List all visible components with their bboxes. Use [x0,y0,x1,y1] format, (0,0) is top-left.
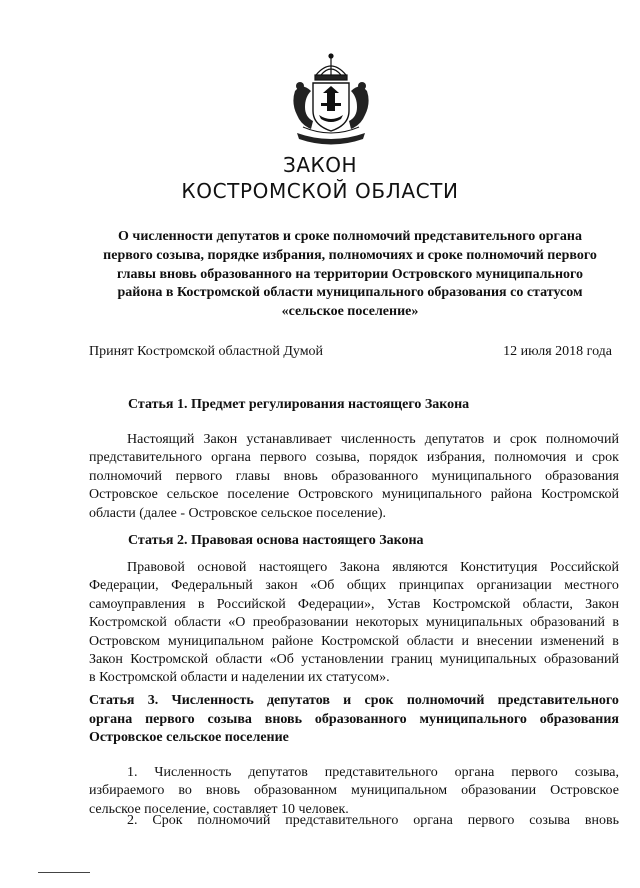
word: в [612,615,619,631]
word: самоуправления [89,596,186,612]
word: Костромской [89,615,167,631]
law-subject-line: первого созыва, порядке избрания, полномочиях и сроке полномочий первого [103,247,597,263]
word: области, [522,596,573,612]
word: главы [235,468,271,484]
word: образованного [331,468,419,484]
word: Островское [550,783,619,799]
word: сельское поселение, составляет 10 человек. [89,801,349,817]
word: и [461,633,469,649]
word: основой [197,560,247,575]
word: сельское [166,487,219,503]
word: Островское [89,487,158,503]
word: Федерации, [89,578,159,594]
word: образования [539,711,619,727]
word: Федерации», [297,596,375,612]
law-title-line1: ЗАКОН [283,153,357,177]
word: и [575,450,583,466]
word: срок [591,450,619,466]
word: и [493,432,501,447]
word: «Об [310,578,335,594]
word: Российской [549,560,619,575]
word: органа [454,765,495,780]
word: образованного [314,711,407,727]
word: органа [413,813,453,828]
word: 3. [147,693,159,708]
word: Статья [89,693,135,708]
word: образовании [461,783,537,799]
word: представительного [89,450,203,466]
word: первого [259,450,307,466]
word: полномочий [89,468,163,484]
text-line [89,505,619,523]
word: созыва, [315,450,360,466]
word: преобразовании [252,615,349,631]
word: образований [544,652,619,668]
word: порядок [368,450,418,466]
word: образованном [254,783,338,799]
word: 1. [127,765,138,780]
word: муниципальных [439,652,537,668]
word: в [197,596,205,612]
word: Федеральный [171,578,253,594]
word: представительного [324,765,438,780]
word: депутатов [266,693,330,708]
text-line [89,669,619,687]
word: избрания, [426,450,486,466]
word: в [612,633,619,649]
word: и [343,693,352,708]
word: Островском [89,633,161,649]
text-line [89,729,619,748]
text-line [89,614,619,632]
word: срок [509,432,537,447]
text-line [89,596,619,614]
article2-heading: Статья 2. Правовая основа настоящего Закона [128,533,424,548]
word: района [490,487,533,503]
adopted-date: 12 июля 2018 года [503,344,612,359]
word: являются [392,560,448,575]
word: «Об [269,652,294,668]
word: Островского [298,487,373,503]
word: Настоящий [127,432,195,447]
footnote-divider [38,872,90,873]
word: вновь [205,783,240,799]
word: численность [340,432,416,447]
word: изменений [540,633,605,649]
word: первого [467,813,515,828]
word: первого [175,468,223,484]
word: Костромской [541,487,619,503]
word: первого [145,711,195,727]
word: в Костромской области и наделении их статусом». [89,670,390,686]
word: муниципальных [425,615,523,631]
law-subject-line: О численности депутатов и сроке полномочий представительного органа [118,229,582,244]
article2-text [89,559,619,688]
text-line [89,764,619,782]
word: образования [545,468,619,484]
word: Численность [154,765,232,780]
word: Конституция [460,560,538,575]
text-line [89,711,619,730]
law-subject-line: района в Костромской области муниципального образования со статусом [117,285,583,301]
word: организации [476,578,552,594]
word: области [215,652,263,668]
text-line [89,468,619,486]
word: Закона [339,560,380,575]
text-line [89,812,619,830]
word: границ [390,652,433,668]
word: устанавливает [246,432,332,447]
article1-text [89,431,619,523]
word: муниципальном [167,633,264,649]
word: Правовой [127,560,185,575]
word: общих [346,578,387,594]
text-line [89,559,619,577]
word: муниципального [419,711,527,727]
adopted-by: Принят Костромской областной Думой [89,344,324,359]
text-line [89,692,619,711]
word: органа [89,711,133,727]
word: области (далее - Островское сельское поселение). [89,505,386,521]
coat-of-arms-emblem [283,53,379,151]
word: Костромской [130,652,209,668]
article3-item1 [89,764,619,819]
word: полномочий [545,432,619,447]
article3-item2 [89,812,619,830]
word: созыва, [574,765,619,780]
word: во [178,783,192,799]
article3-heading [89,692,619,748]
law-subject [90,228,610,322]
word: Российской [216,596,286,612]
text-line [89,486,619,504]
word: полномочий [406,693,485,708]
word: созыва [207,711,252,727]
word: муниципальном [351,783,448,799]
text-line [89,431,619,449]
word: районе [271,633,314,649]
word: 2. [127,813,138,828]
word: Костромской [321,633,399,649]
word: депутатов [248,765,308,780]
word: Закон [89,652,123,668]
word: созыва [529,813,570,828]
word: муниципального [381,487,482,503]
text-line [89,577,619,595]
text-line [89,449,619,467]
law-subject-line: «сельское поселение» [281,304,419,320]
word: образований [530,615,606,631]
word: вновь [283,468,318,484]
word: «О [228,615,246,631]
word: Островское сельское поселение [89,730,289,745]
word: вновь [584,813,619,828]
word: представительного [497,693,619,708]
word: установлении [301,652,384,668]
word: настоящего [258,560,328,575]
word: области [174,615,221,631]
word: Численность [171,693,254,708]
word: некоторых [355,615,419,631]
text-line [89,782,619,800]
word: срок [364,693,394,708]
word: Срок [152,813,183,828]
word: вновь [264,711,303,727]
word: Закон [585,596,619,612]
law-subject-line: главы вновь образованного на территории Островского муниципального [116,266,584,282]
word: депутатов [424,432,485,447]
word: Устав [386,596,421,612]
word: представительного [285,813,399,828]
word: первого [511,765,558,780]
word: муниципального [431,468,532,484]
word: принципах [398,578,465,594]
word: полномочий [197,813,271,828]
word: внесении [476,633,533,649]
word: полномочия [494,450,567,466]
word: поселение [227,487,290,503]
word: избираемого [89,783,165,799]
word: Костромской [432,596,511,612]
word: закон [265,578,298,594]
article1-heading: Статья 1. Предмет регулирования настоящего Закона [128,397,470,412]
text-line [89,651,619,669]
word: органа [211,450,251,466]
word: Закон [203,432,238,447]
law-title-line2: КОСТРОМСКОЙ ОБЛАСТИ [181,179,459,203]
word: области [406,633,454,649]
text-line [89,633,619,651]
word: местного [564,578,619,594]
